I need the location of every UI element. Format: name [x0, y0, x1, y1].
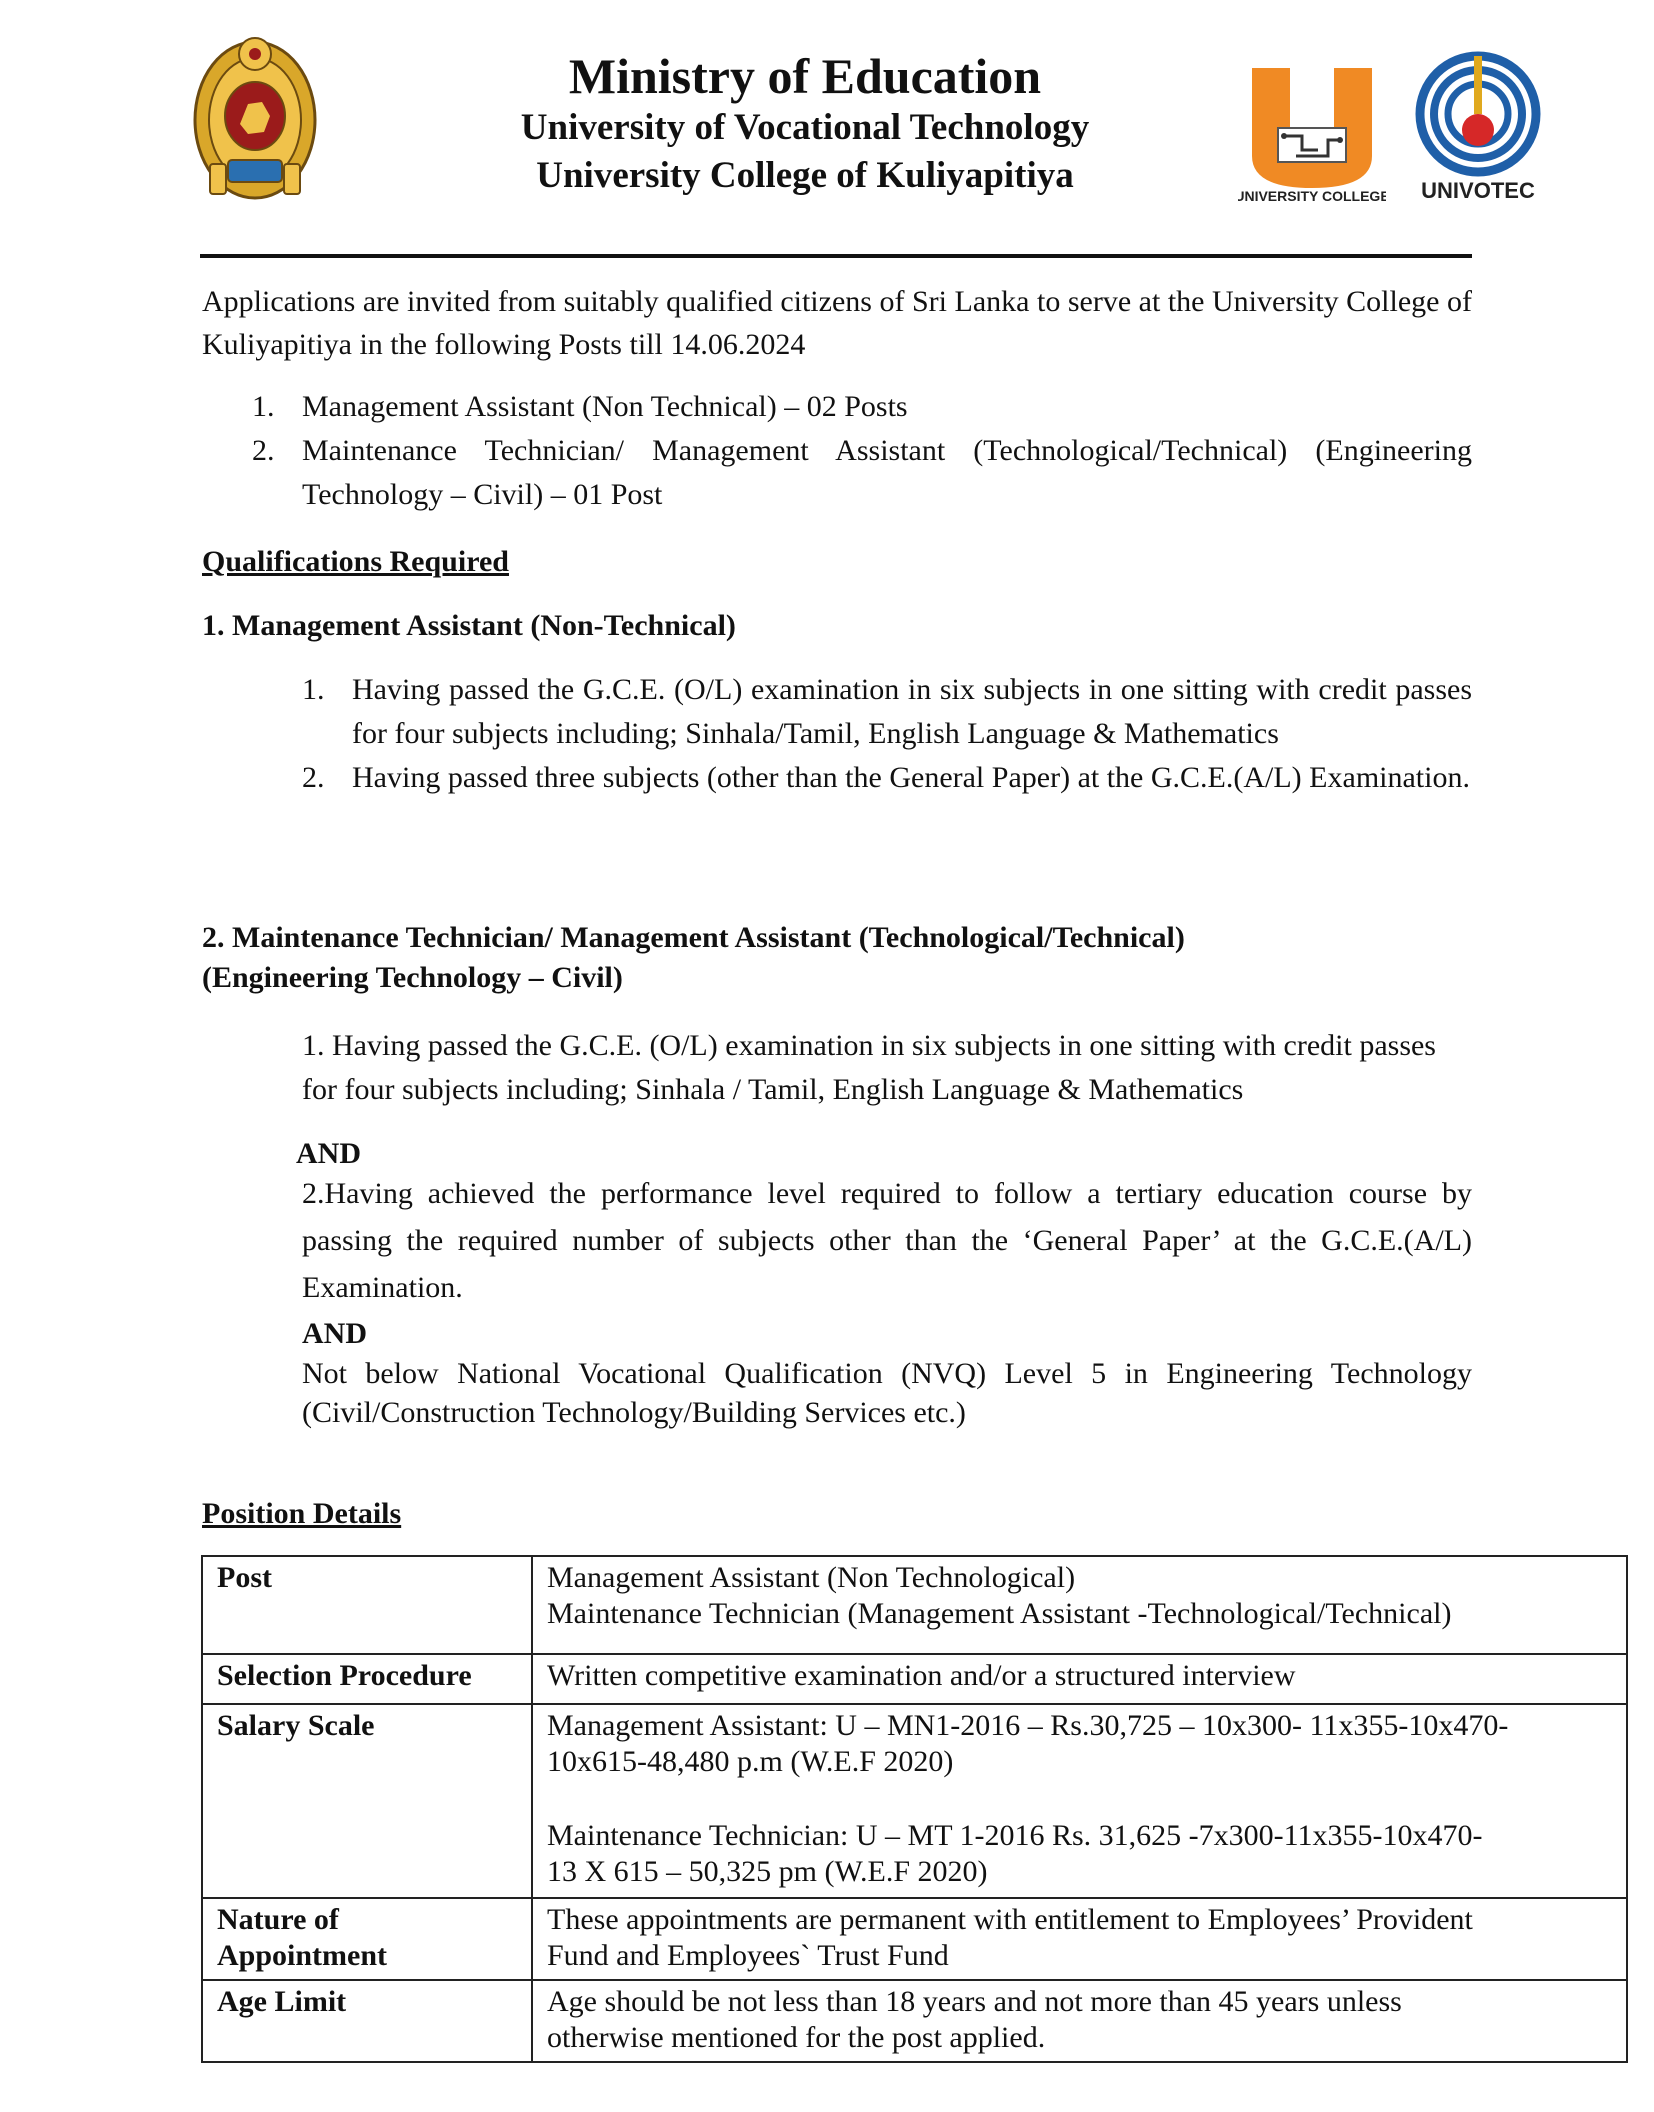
q1-item-number: 1. — [302, 673, 325, 706]
univotec-logo-caption: UNIVOTEC — [1421, 178, 1535, 203]
nature-label-line: Nature of — [217, 1903, 339, 1936]
post-item — [252, 385, 1472, 429]
row-value-nature — [532, 1898, 1627, 1980]
post-line: Maintenance Technician (Management Assistant -Technological/Technical) — [547, 1597, 1452, 1630]
posts-list — [252, 385, 1472, 517]
row-value-age — [532, 1980, 1627, 2062]
uc-logo-caption: UNIVERSITY COLLEGE — [1238, 188, 1386, 204]
intro-paragraph: Applications are invited from suitably qualified citizens of Sri Lanka to serve at the University College of Kuliyapitiya in the following Posts till 14.06.2024 — [202, 285, 1472, 361]
salary-line: 10x615-48,480 p.m (W.E.F 2020) — [547, 1745, 954, 1778]
sri-lanka-emblem-logo — [190, 24, 320, 208]
q1-item-text: Having passed three subjects (other than the General Paper) at the G.C.E.(A/L) Examination. — [352, 761, 1470, 794]
age-line: Age should be not less than 18 years and not more than 45 years unless — [547, 1985, 1402, 2018]
salary-line: Management Assistant: U – MN1-2016 – Rs.30,725 – 10x300- 11x355-10x470- — [547, 1709, 1509, 1742]
post-item — [252, 429, 1472, 517]
position-details-heading: Position Details — [202, 1497, 402, 1530]
post-line: Management Assistant (Non Technological) — [547, 1561, 1076, 1594]
table-row — [202, 1898, 1627, 1980]
q1-item-number: 2. — [302, 761, 325, 794]
q1-list — [302, 668, 1472, 800]
ministry-title: Ministry of Education — [568, 48, 1042, 104]
q1-title: 1. Management Assistant (Non-Technical) — [202, 609, 736, 642]
post-number: 1. — [252, 390, 275, 423]
univotec-logo — [1398, 50, 1558, 206]
q2-item-2: 2.Having achieved the performance level required to follow a tertiary education course by passing the required number of subjects other than the ‘General Paper’ at the G.C.E.(A/L) Examination. — [302, 1177, 1472, 1304]
post-number: 2. — [252, 434, 275, 467]
nature-line: These appointments are permanent with entitlement to Employees’ Provident — [547, 1903, 1473, 1936]
university-title: University of Vocational Technology — [520, 107, 1090, 148]
salary-line: Maintenance Technician: U – MT 1-2016 Rs. 31,625 -7x300-11x355-10x470- — [547, 1819, 1483, 1852]
college-title: University College of Kuliyapitiya — [536, 155, 1074, 196]
q2-title-line1: 2. Maintenance Technician/ Management Assistant (Technological/Technical) — [202, 921, 1185, 954]
row-label-salary: Salary Scale — [202, 1704, 532, 1898]
position-details-table — [201, 1555, 1628, 2063]
qualifications-heading: Qualifications Required — [202, 545, 509, 578]
nature-line: Fund and Employees` Trust Fund — [547, 1939, 949, 1972]
table-row — [202, 1654, 1627, 1704]
header-titles — [460, 48, 1150, 200]
post-text: Management Assistant (Non Technical) – 02 Posts — [302, 390, 908, 423]
row-value-post — [532, 1556, 1627, 1654]
table-row — [202, 1704, 1627, 1898]
q2-title-line2: (Engineering Technology – Civil) — [202, 961, 623, 994]
post-text: Maintenance Technician/ Management Assistant (Technological/Technical) (Engineering Technology – Civil) – 01 Post — [302, 434, 1472, 511]
row-value-selection: Written competitive examination and/or a structured interview — [532, 1654, 1627, 1704]
table-row — [202, 1980, 1627, 2062]
university-college-logo — [1238, 64, 1386, 204]
q2-and-2: AND — [302, 1317, 367, 1350]
row-label-post: Post — [202, 1556, 532, 1654]
header-divider — [200, 254, 1472, 258]
row-label-age: Age Limit — [202, 1980, 532, 2062]
row-label-nature — [202, 1898, 532, 1980]
q2-item-3: Not below National Vocational Qualification (NVQ) Level 5 in Engineering Technology (Civil/Construction Technology/Building Services etc.) — [302, 1357, 1472, 1429]
q2-and-1: AND — [296, 1137, 361, 1170]
q2-item-1: 1. Having passed the G.C.E. (O/L) examination in six subjects in one sitting with credit passes for four subjects including; Sinhala / Tamil, English Language & Mathematics — [302, 1029, 1436, 1106]
row-label-selection: Selection Procedure — [202, 1654, 532, 1704]
q1-item-text: Having passed the G.C.E. (O/L) examination in six subjects in one sitting with credit passes for four subjects including; Sinhala/Tamil, English Language & Mathematics — [352, 673, 1472, 750]
row-value-salary — [532, 1704, 1627, 1898]
nature-label-line: Appointment — [217, 1939, 388, 1972]
salary-line: 13 X 615 – 50,325 pm (W.E.F 2020) — [547, 1855, 988, 1888]
q1-item — [302, 668, 1472, 756]
age-line: otherwise mentioned for the post applied. — [547, 2021, 1046, 2054]
q1-item — [302, 756, 1472, 800]
table-row — [202, 1556, 1627, 1654]
